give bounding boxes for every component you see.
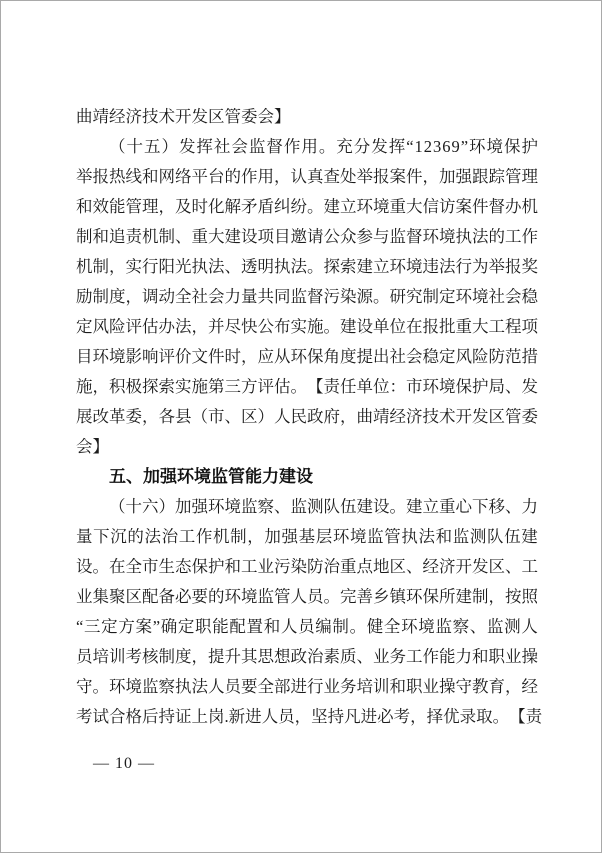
- text-line: （ 十 六 ） 加 强 环 境 监 察 、 监 测 队 伍 建 设 。 建 立 重 心 下 移 、 力: [109, 497, 538, 516]
- text-line: 守 。 环 境 监 察 执 法 人 员 要 全 部 进 行 业 务 培 训 和 职 业 操 守 教 育 ， 经: [76, 677, 538, 696]
- text-line: 量 下 沉 的 法 治 工 作 机 制 ， 加 强 基 层 环 境 监 管 执 法 和 监 测 队 伍 建: [76, 527, 538, 546]
- text-line: 制 和 追 责 机 制 、 重 大 建 设 项 目 邀 请 公 众 参 与 监 督 环 境 执 法 的 工 作: [76, 227, 538, 246]
- text-line: 考 试 合 格 后 持 证 上 岗 . 新 进 人 员 ， 坚 持 凡 进 必 考 ， 择 优 录 取 。 【 责: [76, 707, 543, 726]
- text-line: 曲靖经济技术开发区管委会】: [76, 107, 291, 126]
- text-line: 目 环 境 影 响 评 价 文 件 时 ， 应 从 环 保 角 度 提 出 社 会 稳 定 风 险 防 范 措: [76, 347, 538, 366]
- page-number: — 10 —: [93, 755, 155, 772]
- text-line: 展 改 革 委 ， 各 县 （ 市 、 区 ） 人 民 政 府 ， 曲 靖 经 济 技 术 开 发 区 管 委: [76, 407, 538, 426]
- text-line: 会】: [76, 437, 109, 456]
- text-line: 励 制 度 ， 调 动 全 社 会 力 量 共 同 监 督 污 染 源 。 研 究 制 定 环 境 社 会 稳: [76, 287, 538, 306]
- text-line: 业 集 聚 区 配 备 必 要 的 环 境 监 管 人 员 。 完 善 乡 镇 环 保 所 建 制 ， 按 照: [76, 587, 538, 606]
- text-line: 员 培 训 考 核 制 度 ， 提 升 其 思 想 政 治 素 质 、 业 务 工 作 能 力 和 职 业 操: [76, 647, 538, 666]
- text-line: 设 。 在 全 市 生 态 保 护 和 工 业 污 染 防 治 重 点 地 区 、 经 济 开 发 区 、 工: [76, 557, 538, 576]
- text-line: 施 ， 积 极 探 索 实 施 第 三 方 评 估 。 【 责 任 单 位 ： 市 环 境 保 护 局 、 发: [76, 377, 538, 396]
- text-line: 定 风 险 评 估 办 法 ， 并 尽 快 公 布 实 施 。 建 设 单 位 在 报 批 重 大 工 程 项: [76, 317, 538, 336]
- text-line: 和 效 能 管 理 ， 及 时 化 解 矛 盾 纠 纷 。 建 立 环 境 重 大 信 访 案 件 督 办 机: [76, 197, 538, 216]
- text-line: （ 十 五 ） 发 挥 社 会 监 督 作 用 。 充 分 发 挥 “ 1 2 3 6 9 ” 环 境 保 护: [109, 137, 538, 156]
- text-block: [76, 102, 543, 732]
- text-line: “ 三 定 方 案 ” 确 定 职 能 配 置 和 人 员 编 制 。 健 全 环 境 监 察 、 监 测 人: [76, 617, 538, 636]
- text-line: 机 制 ， 实 行 阳 光 执 法 、 透 明 执 法 。 探 索 建 立 环 境 违 法 行 为 举 报 奖: [76, 257, 538, 276]
- section-heading: 五、加强环境监管能力建设: [109, 467, 313, 486]
- text-line: 举 报 热 线 和 网 络 平 台 的 作 用 ， 认 真 查 处 举 报 案 件 ， 加 强 跟 踪 管 理: [76, 167, 538, 186]
